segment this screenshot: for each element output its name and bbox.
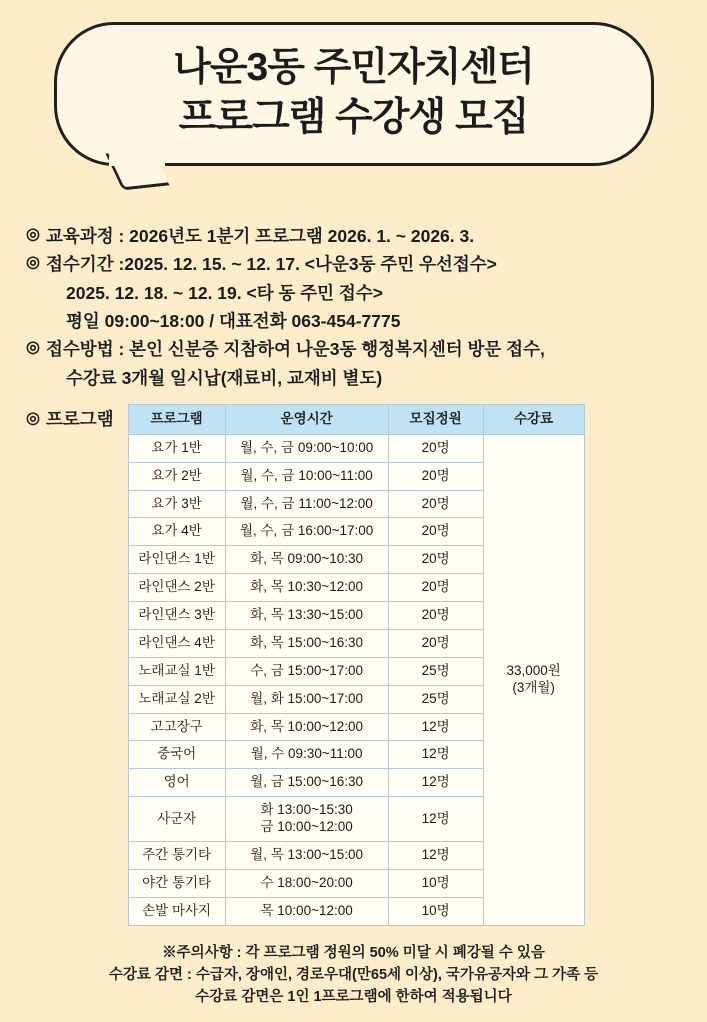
cell-program-quota: 20명 — [388, 490, 483, 518]
cell-program-time: 화, 목 10:00~12:00 — [225, 713, 388, 741]
course-text: 교육과정 : 2026년도 1분기 프로그램 2026. 1. ~ 2026. 3. — [46, 225, 475, 246]
cell-program-quota: 25명 — [388, 657, 483, 685]
cell-program-time: 월, 수, 금 11:00~12:00 — [225, 490, 388, 518]
cell-program-quota: 20명 — [388, 629, 483, 657]
bullet-icon: ◎ — [26, 409, 40, 427]
cell-program-quota: 12명 — [388, 741, 483, 769]
cell-program-quota: 20명 — [388, 546, 483, 574]
bubble-tail-cover — [109, 156, 165, 166]
cell-program-name: 노래교실 2반 — [128, 685, 225, 713]
cell-program-name: 사군자 — [128, 797, 225, 842]
cell-program-time: 화, 목 13:30~15:00 — [225, 602, 388, 630]
cell-program-quota: 20명 — [388, 574, 483, 602]
cell-program-fee: 33,000원 (3개월) — [483, 434, 584, 925]
program-label-text: 프로그램 — [46, 408, 114, 429]
cell-program-quota: 12명 — [388, 841, 483, 869]
title-banner — [54, 22, 654, 166]
cell-program-name: 요가 4반 — [128, 518, 225, 546]
cell-program-time: 화, 목 10:30~12:00 — [225, 574, 388, 602]
header-time: 운영시간 — [225, 404, 388, 434]
bullet-icon: ◎ — [26, 339, 40, 357]
cell-program-name: 라인댄스 2반 — [128, 574, 225, 602]
cell-program-quota: 10명 — [388, 869, 483, 897]
bullet-icon: ◎ — [26, 225, 40, 243]
cell-program-time: 월, 수, 금 10:00~11:00 — [225, 462, 388, 490]
bubble-tail-icon — [105, 148, 169, 190]
cell-program-name: 중국어 — [128, 741, 225, 769]
cell-program-name: 라인댄스 1반 — [128, 546, 225, 574]
info-row-reception-3 — [26, 307, 707, 335]
cell-program-quota: 20명 — [388, 462, 483, 490]
title-bubble — [54, 22, 654, 166]
cell-program-quota: 12명 — [388, 769, 483, 797]
method-text-1: 접수방법 : 본인 신분증 지참하여 나운3동 행정복지센터 방문 접수, — [46, 339, 545, 360]
cell-program-time: 화, 목 15:00~16:30 — [225, 629, 388, 657]
info-row-course — [26, 222, 707, 250]
cell-program-name: 노래교실 1반 — [128, 657, 225, 685]
cell-program-time: 수 18:00~20:00 — [225, 869, 388, 897]
bullet-icon: ◎ — [26, 254, 40, 272]
cell-program-name: 손발 마사지 — [128, 897, 225, 925]
header-fee: 수강료 — [483, 404, 584, 434]
header-program: 프로그램 — [128, 404, 225, 434]
cell-program-name: 라인댄스 4반 — [128, 629, 225, 657]
info-block — [26, 222, 707, 392]
table-body — [128, 434, 584, 925]
cell-program-name: 야간 통기타 — [128, 869, 225, 897]
cell-program-time: 목 10:00~12:00 — [225, 897, 388, 925]
cell-program-name: 요가 3반 — [128, 490, 225, 518]
table-header-row — [128, 404, 584, 434]
reception-text-1: 접수기간 :2025. 12. 15. ~ 12. 17. <나운3동 주민 우선접수> — [46, 254, 497, 275]
cell-program-name: 주간 통기타 — [128, 841, 225, 869]
cell-program-quota: 10명 — [388, 897, 483, 925]
info-row-reception — [26, 250, 707, 278]
note-line-2: 수강료 감면 : 수급자, 장애인, 경로우대(만65세 이상), 국가유공자와 그 가족 등 — [108, 966, 599, 983]
cell-program-time: 월, 수 09:30~11:00 — [225, 741, 388, 769]
cell-program-quota: 12명 — [388, 797, 483, 842]
cell-program-name: 라인댄스 3반 — [128, 602, 225, 630]
cell-program-time: 월, 목 13:00~15:00 — [225, 841, 388, 869]
table-row — [128, 434, 584, 462]
cell-program-time: 화 13:00~15:30 금 10:00~12:00 — [225, 797, 388, 842]
notes-block — [0, 942, 707, 1009]
cell-program-time: 월, 금 15:00~16:30 — [225, 769, 388, 797]
program-label — [26, 404, 114, 432]
cell-program-quota: 20명 — [388, 518, 483, 546]
cell-program-quota: 20명 — [388, 602, 483, 630]
method-text-2: 수강료 3개월 일시납(재료비, 교재비 별도) — [66, 367, 383, 388]
cell-program-name: 영어 — [128, 769, 225, 797]
cell-program-name: 요가 2반 — [128, 462, 225, 490]
info-row-method-2 — [26, 364, 707, 392]
info-row-reception-2 — [26, 279, 707, 307]
cell-program-time: 월, 수, 금 16:00~17:00 — [225, 518, 388, 546]
cell-program-time: 월, 화 15:00~17:00 — [225, 685, 388, 713]
header-quota: 모집정원 — [388, 404, 483, 434]
reception-text-3: 평일 09:00~18:00 / 대표전화 063-454-7775 — [66, 310, 401, 331]
program-section — [26, 404, 707, 926]
cell-program-time: 수, 금 15:00~17:00 — [225, 657, 388, 685]
title-line-2: 프로그램 수강생 모집 — [178, 95, 529, 139]
cell-program-quota: 20명 — [388, 434, 483, 462]
reception-text-2: 2025. 12. 18. ~ 12. 19. <타 동 주민 접수> — [66, 282, 383, 303]
cell-program-name: 고고장구 — [128, 713, 225, 741]
note-line-1: ※주의사항 : 각 프로그램 정원의 50% 미달 시 폐강될 수 있음 — [162, 944, 545, 961]
cell-program-quota: 12명 — [388, 713, 483, 741]
title-line-1: 나운3동 주민자치센터 — [173, 46, 534, 89]
cell-program-quota: 25명 — [388, 685, 483, 713]
info-row-method — [26, 335, 707, 363]
cell-program-time: 화, 목 09:00~10:30 — [225, 546, 388, 574]
program-table — [128, 404, 585, 926]
note-line-3: 수강료 감면은 1인 1프로그램에 한하여 적용됩니다 — [195, 989, 512, 1006]
cell-program-time: 월, 수, 금 09:00~10:00 — [225, 434, 388, 462]
cell-program-name: 요가 1반 — [128, 434, 225, 462]
